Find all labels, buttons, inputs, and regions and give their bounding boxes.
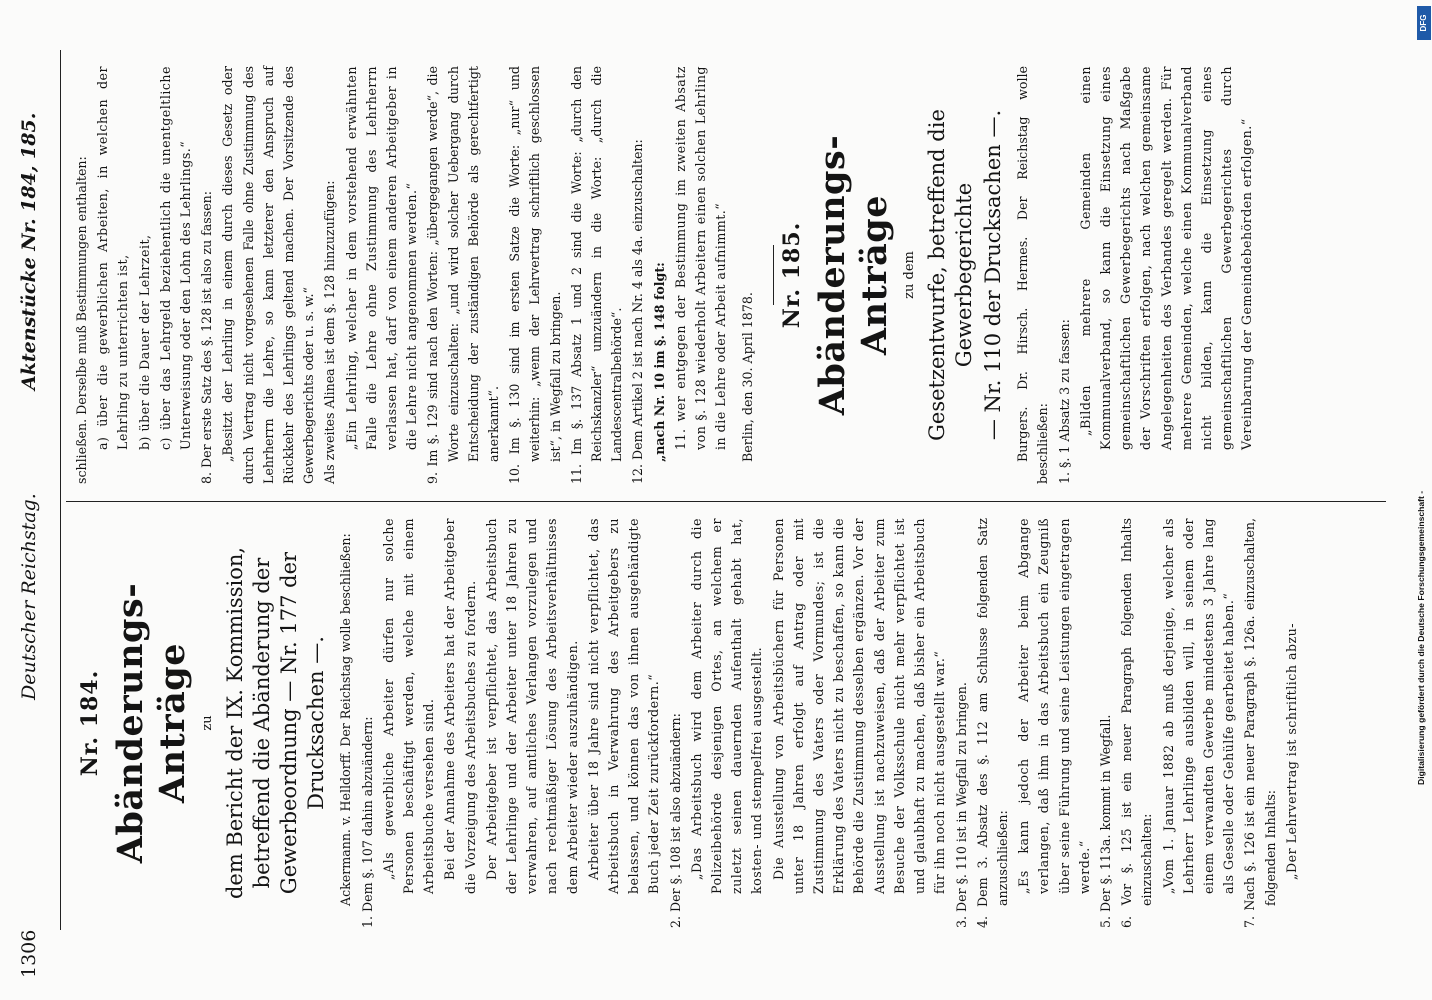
section-zu: zu dem — [901, 251, 917, 299]
paragraph: „Vom 1. Januar 1882 ab muß derjenige, welcher als Lehrherr Lehrlinge ausbilden will, in seinem oder einem verwandten Gewerbe mindestens 3 Jahre lang als Geselle oder Gehülfe gearbeitet haben.“ — [1160, 518, 1237, 894]
section-subtitle: Gesetzentwurfe, betreffend die Gewerbegerichte — [925, 109, 977, 441]
section-zu: zu — [200, 715, 216, 731]
paragraph: 9. Im §. 129 sind nach den Worten: „übergegangen werde“, die Worte einzuschalten: „und wird solcher Uebergang durch Entscheidung der zuständigen Behörde als gerechtfertigt anerkannt“. — [425, 66, 502, 484]
column-nr-184 — [72, 518, 1303, 928]
paragraph: schließen. Derselbe muß Bestimmungen enthalten: — [74, 156, 89, 484]
column-divider — [66, 501, 1386, 502]
digitization-text: Digitalisierung gefördert durch die Deutsche Forschungsgemeinschaft - — [1416, 490, 1426, 785]
paragraph: Die Ausstellung von Arbeitsbüchern für Personen unter 18 Jahren erfolgt auf Antrag oder mit Zustimmung des Vaters oder Vormundes; ist die Erklärung des Vaters nicht zu beschaffen, so kann die Behörde die Zustimmung desselben ergänzen. Vor der Ausstellung ist nachzuweisen, daß der Arbeiter zum Besuche der Volksschule nicht mehr verpflichtet ist und glaubhaft zu machen, daß bisher ein Arbeitsbuch für ihn noch nicht ausgestellt war.“ — [770, 518, 948, 894]
paragraph: 2. Der §. 108 ist also abzuändern: — [667, 713, 683, 928]
paragraph: c) über das Lehrgeld beziehentlich die unentgeltliche Unterweisung oder den Lohn des Lehrlings.“ — [157, 66, 194, 450]
paragraph: Bei der Annahme des Arbeiters hat der Arbeitgeber die Vorzeigung des Arbeitsbuches zu fordern. — [442, 518, 478, 894]
paragraph: 3. Der §. 110 ist in Wegfall zu bringen. — [953, 682, 969, 928]
paragraph: „Besitzt der Lehrling in einem durch dieses Gesetz oder durch Vertrag nicht vorgesehenen Falle ohne Zustimmung des Lehrherrn die Lehre, so kann letzterer den Anspruch auf Rückkehr des Lehrlings geltend machen. Der Vorsitzende des Gewerbegerichts oder u. s. w.“ — [220, 66, 317, 484]
paragraph: 8. Der erste Satz des §. 128 ist also zu fassen: — [199, 191, 215, 484]
paragraph: 7. Nach §. 126 ist ein neuer Paragraph §. 126a. einzuschalten, folgenden Inhalts: — [1242, 518, 1278, 928]
paragraph: „Der Lehrvertrag ist schriftlich abzu- — [1283, 622, 1299, 880]
paragraph: „Das Arbeitsbuch wird dem Arbeiter durch die Polizeibehörde desjenigen Ortes, an welchem er zuletzt seinen dauernden Aufenthalt gehabt hat, kosten- und stempelfrei ausgestellt. — [688, 518, 765, 894]
paragraph: 10. Im §. 130 sind im ersten Satze die Worte: „nur“ und weiterhin: „wenn der Lehrvertrag schriftlich geschlossen ist“, in Wegfall zu bringen. — [507, 66, 563, 484]
paragraph: 6. Vor §. 125 ist ein neuer Paragraph folgenden Inhalts einzuschalten: — [1119, 518, 1155, 928]
dfg-logo — [1417, 6, 1431, 40]
page-number: 1306 — [18, 929, 40, 978]
section-number: Nr. 185. — [778, 221, 805, 329]
digitization-notice — [1416, 0, 1432, 1000]
paragraph: „nach Nr. 10 im §. 148 folgt: — [651, 262, 667, 462]
paragraph: Burgers. Dr. Hirsch. Hermes. Der Reichstag wolle beschließen: — [1015, 66, 1051, 484]
paragraph: „Als gewerbliche Arbeiter dürfen nur solche Personen beschäftigt werden, welche mit einem Arbeitsbuche versehen sind. — [380, 518, 437, 894]
section-divider — [773, 245, 774, 305]
paragraph: Der Arbeitgeber ist verpflichtet, das Arbeitsbuch der Lehrlinge und der Arbeiter unter 18 Jahren zu verwahren, auf amtliches Verlangen vorzulegen und nach rechtmäßiger Lösung des Arbeitsverhältnisses dem Arbeiter wieder auszuhändigen. — [483, 518, 580, 894]
section-number: Nr. 184. — [77, 669, 103, 777]
paragraph: 1. Dem §. 107 dahin abzuändern: — [359, 716, 375, 928]
section-title: Abänderungs-Anträge — [811, 134, 895, 416]
section-subtitle: dem Bericht der IX. Kommission, betreffend die Abänderung der Gewerbeordnung — Nr. 177 der Drucksachen —. — [223, 546, 329, 900]
paragraph: 5. Der §. 113a. kommt in Wegfall. — [1097, 714, 1113, 928]
paragraph: b) über die Dauer der Lehrzeit, — [136, 234, 152, 450]
paragraph: 12. Dem Artikel 2 ist nach Nr. 4 als 4a. einzuschalten: — [630, 139, 646, 484]
paragraph: a) über die gewerblichen Arbeiten, in welchen der Lehrling zu unterrichten ist, — [95, 66, 131, 450]
section-subtitle-2: — Nr. 110 der Drucksachen —. — [981, 109, 1006, 441]
dfg-logo-text: DFG — [1419, 14, 1428, 32]
paragraph: 11. Im §. 137 Absatz 1 und 2 sind die Worte: „durch den Reichskanzler“ umzuändern in die Worte: „durch die Landescentralbehörde“. — [568, 66, 625, 484]
paragraph: 11. wer entgegen der Bestimmung im zweiten Absatz von §. 128 wiederholt Arbeitern einen solchen Lehrling in die Lehre oder Arbeit aufnimmt.“ — [672, 66, 729, 450]
paragraph: Arbeiter über 18 Jahre sind nicht verpflichtet, das Arbeitsbuch in Verwahrung des Arbeitgebers zu belassen, und können das von ihnen ausgehändigte Buch jeder Zeit zurückfordern.“ — [585, 518, 662, 894]
header-left-title: Deutscher Reichstag. — [18, 493, 40, 700]
header-rule — [60, 50, 61, 930]
paragraph: Ackermann. v. Helldorff. Der Reichstag wolle beschließen: — [338, 533, 354, 906]
paragraph: „Ein Lehrling, welcher in dem vorstehend erwähnten Falle die Lehre ohne Zustimmung des Lehrherrn verlassen hat, darf von einem anderen Arbeitgeber in die Lehre nicht angenommen werden.“ — [343, 66, 420, 450]
paragraph: Als zweites Alinea ist dem §. 128 hinzuzufügen: — [322, 180, 338, 484]
date-line: Berlin, den 30. April 1878. — [739, 292, 755, 462]
running-header — [18, 0, 58, 1000]
column-nr-185 — [72, 66, 1259, 484]
section-title: Abänderungs-Anträge — [110, 582, 194, 864]
paragraph: 1. §. 1 Absatz 3 zu fassen: — [1056, 319, 1072, 484]
paragraph: „Es kann jedoch der Arbeiter beim Abgange verlangen, daß ihm in das Arbeitsbuch ein Zeugniß über seine Führung und seine Leistungen eingetragen werde.“ — [1016, 518, 1092, 894]
header-right-title: Aktenstücke Nr. 184, 185. — [18, 112, 40, 390]
paragraph: 4. Dem 3. Absatz des §. 112 am Schlusse folgenden Satz anzuschließen: — [974, 518, 1010, 928]
paragraph: „Bilden mehrere Gemeinden einen Kommunalverband, so kann die Einsetzung eines gemeinschaftlichen Gewerbegerichts nach Maßgabe der Vorschriften erfolgen, nach welchen gemeinsame Angelegenheiten des Verbandes geregelt werden. Für mehrere Gemeinden, welche einen Kommunalverband nicht bilden, kann die Einsetzung eines gemeinschaftlichen Gewerbegerichtes durch Vereinbarung der Gemeindebehörden erfolgen.“ — [1077, 66, 1255, 450]
